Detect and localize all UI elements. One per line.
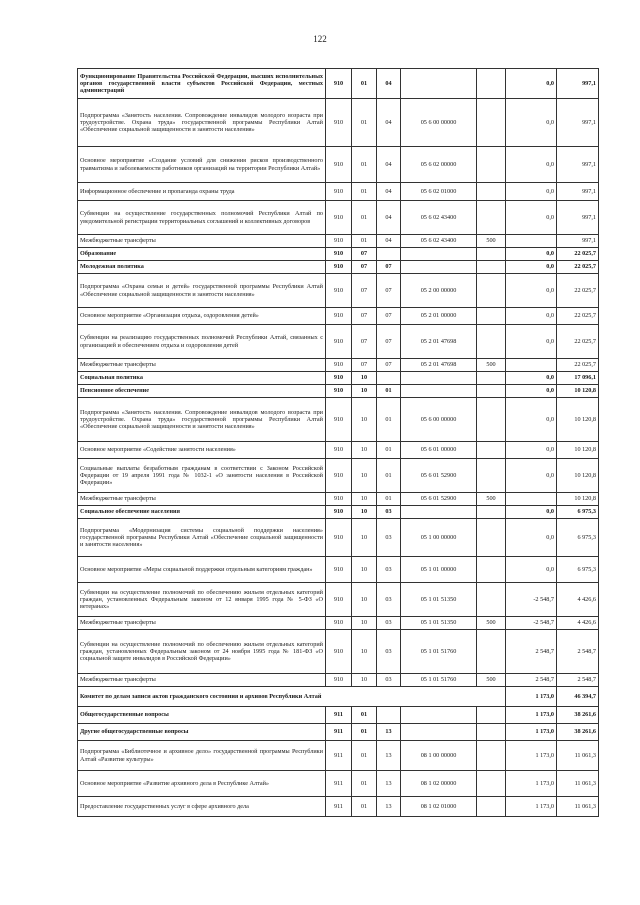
cell-grbs: 911 xyxy=(326,771,352,797)
table-row xyxy=(78,261,599,274)
cell-amount-change: 0,0 xyxy=(506,557,557,583)
cell-expense-type xyxy=(477,308,506,325)
table-row xyxy=(78,459,599,493)
cell-subsection: 13 xyxy=(377,724,401,741)
table-row xyxy=(78,519,599,557)
cell-grbs: 910 xyxy=(326,372,352,385)
cell-target-article xyxy=(401,707,477,724)
cell-section: 10 xyxy=(352,372,377,385)
cell-amount-change: 0,0 xyxy=(506,201,557,235)
cell-amount-change: 2 548,7 xyxy=(506,630,557,674)
table-row xyxy=(78,557,599,583)
cell-amount-change: 0,0 xyxy=(506,147,557,183)
cell-subsection: 03 xyxy=(377,557,401,583)
cell-grbs: 910 xyxy=(326,459,352,493)
cell-expense-type xyxy=(477,325,506,359)
cell-subsection xyxy=(377,372,401,385)
cell-expense-type xyxy=(477,248,506,261)
cell-grbs: 910 xyxy=(326,442,352,459)
cell-expense-type: 500 xyxy=(477,235,506,248)
cell-grbs: 910 xyxy=(326,69,352,99)
cell-grbs: 911 xyxy=(326,797,352,817)
cell-section: 10 xyxy=(352,506,377,519)
cell-target-article: 05 2 01 47698 xyxy=(401,325,477,359)
cell-subsection: 13 xyxy=(377,797,401,817)
cell-section: 10 xyxy=(352,493,377,506)
cell-name: Основное мероприятие «Развитие архивного дела в Республике Алтай» xyxy=(78,771,326,797)
cell-name: Субвенции на осуществление полномочий по обеспечению жильем отдельных категорий граждан, установленных Федеральным законом от 12 января 1995 года № 5-ФЗ «О ветеранах» xyxy=(78,583,326,617)
cell-expense-type xyxy=(477,274,506,308)
cell-expense-type xyxy=(477,99,506,147)
budget-table-body xyxy=(78,69,599,817)
cell-grbs: 910 xyxy=(326,274,352,308)
cell-section: 07 xyxy=(352,248,377,261)
cell-expense-type xyxy=(477,201,506,235)
cell-amount-total: 2 548,7 xyxy=(557,674,599,687)
cell-target-article xyxy=(401,69,477,99)
cell-name: Межбюджетные трансферты xyxy=(78,493,326,506)
cell-subsection: 03 xyxy=(377,506,401,519)
table-row xyxy=(78,707,599,724)
cell-amount-total: 997,1 xyxy=(557,235,599,248)
cell-amount-change: 0,0 xyxy=(506,99,557,147)
cell-name: Образование xyxy=(78,248,326,261)
table-row xyxy=(78,359,599,372)
table-row xyxy=(78,583,599,617)
cell-amount-change: 0,0 xyxy=(506,442,557,459)
cell-amount-change: 0,0 xyxy=(506,274,557,308)
cell-amount-change: 1 173,0 xyxy=(506,724,557,741)
cell-name: Пенсионное обеспечение xyxy=(78,385,326,398)
cell-expense-type xyxy=(477,147,506,183)
cell-grbs: 910 xyxy=(326,261,352,274)
cell-name: Основное мероприятие «Содействие занятости населения» xyxy=(78,442,326,459)
table-row xyxy=(78,201,599,235)
cell-expense-type: 500 xyxy=(477,617,506,630)
cell-subsection: 03 xyxy=(377,519,401,557)
cell-target-article xyxy=(401,724,477,741)
cell-amount-change: 0,0 xyxy=(506,69,557,99)
cell-amount-change: 0,0 xyxy=(506,398,557,442)
cell-expense-type xyxy=(477,771,506,797)
cell-amount-change xyxy=(506,235,557,248)
cell-subsection: 07 xyxy=(377,308,401,325)
table-row xyxy=(78,147,599,183)
cell-amount-change: 0,0 xyxy=(506,308,557,325)
cell-target-article xyxy=(401,506,477,519)
cell-name: Межбюджетные трансферты xyxy=(78,617,326,630)
table-row xyxy=(78,248,599,261)
cell-section: 10 xyxy=(352,385,377,398)
cell-amount-total: 6 975,3 xyxy=(557,557,599,583)
cell-section: 10 xyxy=(352,674,377,687)
cell-amount-total: 10 120,8 xyxy=(557,442,599,459)
cell-subsection: 01 xyxy=(377,459,401,493)
cell-grbs: 910 xyxy=(326,557,352,583)
cell-subsection xyxy=(377,248,401,261)
cell-amount-total: 11 061,3 xyxy=(557,741,599,771)
cell-grbs: 910 xyxy=(326,674,352,687)
table-row xyxy=(78,385,599,398)
cell-amount-change: 1 173,0 xyxy=(506,687,557,707)
cell-name: Подпрограмма «Занятость населения. Сопровождение инвалидов молодого возраста при трудоустройстве. Охрана труда» государственной программы Республики Алтай «Обеспечение социальной защищенности и занятости населения» xyxy=(78,99,326,147)
cell-section: 01 xyxy=(352,724,377,741)
table-row xyxy=(78,724,599,741)
cell-expense-type xyxy=(477,519,506,557)
cell-expense-type xyxy=(477,261,506,274)
cell-target-article: 05 2 00 00000 xyxy=(401,274,477,308)
cell-grbs: 910 xyxy=(326,99,352,147)
cell-expense-type xyxy=(477,442,506,459)
table-row xyxy=(78,674,599,687)
cell-name: Межбюджетные трансферты xyxy=(78,235,326,248)
cell-grbs: 910 xyxy=(326,617,352,630)
cell-name: Социальное обеспечение населения xyxy=(78,506,326,519)
cell-target-article: 08 1 00 00000 xyxy=(401,741,477,771)
cell-expense-type xyxy=(477,385,506,398)
cell-subsection: 03 xyxy=(377,583,401,617)
cell-target-article: 05 1 01 51760 xyxy=(401,630,477,674)
cell-grbs: 911 xyxy=(326,724,352,741)
budget-table xyxy=(77,68,599,817)
cell-grbs: 910 xyxy=(326,398,352,442)
cell-amount-total: 22 025,7 xyxy=(557,274,599,308)
table-row xyxy=(78,99,599,147)
cell-amount-total: 22 025,7 xyxy=(557,325,599,359)
cell-name: Молодежная политика xyxy=(78,261,326,274)
cell-section: 10 xyxy=(352,617,377,630)
cell-amount-total: 11 061,3 xyxy=(557,771,599,797)
cell-subsection: 04 xyxy=(377,69,401,99)
cell-expense-type: 500 xyxy=(477,493,506,506)
cell-amount-change xyxy=(506,359,557,372)
cell-section: 01 xyxy=(352,147,377,183)
cell-subsection: 07 xyxy=(377,261,401,274)
cell-amount-total: 38 261,6 xyxy=(557,724,599,741)
cell-amount-total: 10 120,8 xyxy=(557,459,599,493)
table-row xyxy=(78,630,599,674)
cell-section: 10 xyxy=(352,557,377,583)
table-row xyxy=(78,398,599,442)
cell-amount-total: 11 061,3 xyxy=(557,797,599,817)
table-row xyxy=(78,69,599,99)
cell-section: 01 xyxy=(352,201,377,235)
cell-amount-total: 997,1 xyxy=(557,69,599,99)
cell-target-article: 05 6 02 00000 xyxy=(401,147,477,183)
table-row xyxy=(78,687,599,707)
cell-section: 07 xyxy=(352,325,377,359)
cell-amount-change: 1 173,0 xyxy=(506,707,557,724)
cell-amount-total: 10 120,8 xyxy=(557,493,599,506)
cell-subsection: 04 xyxy=(377,99,401,147)
cell-grbs: 910 xyxy=(326,147,352,183)
table-row xyxy=(78,506,599,519)
cell-target-article xyxy=(401,372,477,385)
cell-subsection: 01 xyxy=(377,493,401,506)
cell-amount-total: 22 025,7 xyxy=(557,261,599,274)
cell-amount-change: -2 548,7 xyxy=(506,583,557,617)
cell-name: Основное мероприятие «Меры социальной поддержки отдельным категориям граждан» xyxy=(78,557,326,583)
cell-expense-type xyxy=(477,69,506,99)
cell-name: Комитет по делам записи актов гражданского состояния и архивов Республики Алтай xyxy=(78,687,506,707)
cell-section: 10 xyxy=(352,583,377,617)
cell-expense-type xyxy=(477,583,506,617)
cell-target-article xyxy=(401,261,477,274)
table-row xyxy=(78,741,599,771)
cell-name: Субвенции на осуществление полномочий по обеспечению жильем отдельных категорий граждан, установленных Федеральным законом от 24 ноября 1995 года № 181-ФЗ «О социальной защите инвалидов в Российской Федерации» xyxy=(78,630,326,674)
cell-expense-type xyxy=(477,372,506,385)
cell-grbs: 910 xyxy=(326,385,352,398)
cell-expense-type xyxy=(477,707,506,724)
cell-grbs: 910 xyxy=(326,583,352,617)
cell-amount-total: 997,1 xyxy=(557,99,599,147)
cell-subsection: 04 xyxy=(377,183,401,201)
cell-target-article: 05 6 01 00000 xyxy=(401,442,477,459)
cell-section: 01 xyxy=(352,99,377,147)
cell-target-article: 05 2 01 00000 xyxy=(401,308,477,325)
cell-name: Основное мероприятие «Создание условий для снижения рисков производственного травматизма и заболеваемости работников организаций на территории Республики Алтай» xyxy=(78,147,326,183)
cell-subsection: 03 xyxy=(377,630,401,674)
cell-grbs: 910 xyxy=(326,235,352,248)
cell-name: Подпрограмма «Занятость населения. Сопровождение инвалидов молодого возраста при трудоустройстве. Охрана труда» государственной программы Республики Алтай «Обеспечение социальной защищенности и занятости населения» xyxy=(78,398,326,442)
cell-name: Информационное обеспечение и пропаганда охраны труда xyxy=(78,183,326,201)
cell-name: Межбюджетные трансферты xyxy=(78,674,326,687)
cell-subsection: 04 xyxy=(377,147,401,183)
cell-expense-type xyxy=(477,797,506,817)
cell-section: 01 xyxy=(352,69,377,99)
cell-amount-change: 0,0 xyxy=(506,183,557,201)
cell-subsection: 03 xyxy=(377,617,401,630)
cell-amount-total: 10 120,8 xyxy=(557,398,599,442)
cell-amount-change: 0,0 xyxy=(506,261,557,274)
cell-name: Общегосударственные вопросы xyxy=(78,707,326,724)
cell-expense-type xyxy=(477,506,506,519)
cell-section: 07 xyxy=(352,359,377,372)
cell-amount-total: 997,1 xyxy=(557,147,599,183)
cell-amount-total: 6 975,3 xyxy=(557,519,599,557)
cell-name: Предоставление государственных услуг в сфере архивного дела xyxy=(78,797,326,817)
cell-section: 01 xyxy=(352,183,377,201)
cell-section: 01 xyxy=(352,741,377,771)
cell-amount-total: 22 025,7 xyxy=(557,248,599,261)
cell-subsection: 01 xyxy=(377,385,401,398)
cell-amount-total: 38 261,6 xyxy=(557,707,599,724)
table-row xyxy=(78,617,599,630)
cell-section: 10 xyxy=(352,442,377,459)
cell-amount-total: 997,1 xyxy=(557,183,599,201)
cell-amount-change: 0,0 xyxy=(506,459,557,493)
cell-amount-change: 2 548,7 xyxy=(506,674,557,687)
cell-name: Другие общегосударственные вопросы xyxy=(78,724,326,741)
cell-grbs: 910 xyxy=(326,519,352,557)
table-row xyxy=(78,442,599,459)
cell-amount-change: 0,0 xyxy=(506,385,557,398)
cell-expense-type xyxy=(477,724,506,741)
cell-target-article: 05 6 02 43400 xyxy=(401,201,477,235)
cell-target-article: 05 6 00 00000 xyxy=(401,99,477,147)
table-row xyxy=(78,372,599,385)
cell-expense-type: 500 xyxy=(477,359,506,372)
cell-amount-change xyxy=(506,493,557,506)
page-number: 122 xyxy=(313,34,327,44)
cell-grbs: 910 xyxy=(326,248,352,261)
cell-expense-type xyxy=(477,630,506,674)
cell-section: 10 xyxy=(352,398,377,442)
cell-section: 01 xyxy=(352,771,377,797)
cell-target-article: 08 1 02 01000 xyxy=(401,797,477,817)
cell-target-article: 05 6 02 01000 xyxy=(401,183,477,201)
cell-name: Социальные выплаты безработным гражданам в соответствии с Законом Российской Федерации от 19 апреля 1991 года № 1032-1 «О занятости населения в Российской Федерации» xyxy=(78,459,326,493)
cell-name: Основное мероприятие «Организация отдыха, оздоровления детей» xyxy=(78,308,326,325)
cell-section: 01 xyxy=(352,707,377,724)
cell-subsection: 13 xyxy=(377,771,401,797)
table-row xyxy=(78,493,599,506)
cell-grbs: 910 xyxy=(326,325,352,359)
cell-target-article xyxy=(401,385,477,398)
cell-amount-total: 997,1 xyxy=(557,201,599,235)
cell-name: Подпрограмма «Охрана семьи и детей» государственной программы Республики Алтай «Обеспечение социальной защищенности и занятости населения» xyxy=(78,274,326,308)
cell-amount-total: 17 096,1 xyxy=(557,372,599,385)
cell-name: Социальная политика xyxy=(78,372,326,385)
cell-expense-type xyxy=(477,183,506,201)
table-row xyxy=(78,308,599,325)
cell-target-article: 05 1 01 00000 xyxy=(401,557,477,583)
cell-section: 07 xyxy=(352,274,377,308)
cell-target-article xyxy=(401,248,477,261)
table-row xyxy=(78,235,599,248)
cell-expense-type xyxy=(477,398,506,442)
cell-amount-total: 22 025,7 xyxy=(557,359,599,372)
cell-subsection: 13 xyxy=(377,741,401,771)
cell-name: Подпрограмма «Модернизация системы социальной поддержки населения» государственной программы Республики Алтай «Обеспечение социальной защищенности и занятости населения» xyxy=(78,519,326,557)
cell-target-article: 05 1 01 51760 xyxy=(401,674,477,687)
cell-amount-change: 1 173,0 xyxy=(506,741,557,771)
cell-target-article: 05 6 00 00000 xyxy=(401,398,477,442)
cell-expense-type xyxy=(477,741,506,771)
cell-amount-change: 0,0 xyxy=(506,519,557,557)
cell-target-article: 05 6 02 43400 xyxy=(401,235,477,248)
cell-grbs: 910 xyxy=(326,359,352,372)
table-row xyxy=(78,325,599,359)
cell-name: Субвенции на реализацию государственных полномочий Республики Алтай, связанных с организацией и обеспечением отдыха и оздоровления детей xyxy=(78,325,326,359)
cell-section: 01 xyxy=(352,797,377,817)
cell-name: Межбюджетные трансферты xyxy=(78,359,326,372)
cell-section: 01 xyxy=(352,235,377,248)
cell-grbs: 910 xyxy=(326,630,352,674)
cell-section: 07 xyxy=(352,261,377,274)
cell-target-article: 05 1 01 51350 xyxy=(401,583,477,617)
cell-subsection: 04 xyxy=(377,201,401,235)
cell-grbs: 910 xyxy=(326,493,352,506)
cell-amount-change: 1 173,0 xyxy=(506,797,557,817)
cell-grbs: 910 xyxy=(326,183,352,201)
cell-grbs: 910 xyxy=(326,308,352,325)
cell-subsection: 01 xyxy=(377,398,401,442)
cell-subsection: 07 xyxy=(377,359,401,372)
table-row xyxy=(78,797,599,817)
cell-grbs: 910 xyxy=(326,506,352,519)
cell-amount-total: 10 120,8 xyxy=(557,385,599,398)
cell-section: 07 xyxy=(352,308,377,325)
cell-target-article: 05 6 01 52900 xyxy=(401,459,477,493)
cell-expense-type: 500 xyxy=(477,674,506,687)
cell-amount-total: 4 426,6 xyxy=(557,617,599,630)
cell-grbs: 910 xyxy=(326,201,352,235)
cell-target-article: 08 1 02 00000 xyxy=(401,771,477,797)
cell-amount-total: 4 426,6 xyxy=(557,583,599,617)
cell-section: 10 xyxy=(352,630,377,674)
cell-subsection: 04 xyxy=(377,235,401,248)
cell-subsection: 01 xyxy=(377,442,401,459)
cell-subsection: 07 xyxy=(377,325,401,359)
cell-expense-type xyxy=(477,557,506,583)
table-row xyxy=(78,183,599,201)
cell-subsection: 03 xyxy=(377,674,401,687)
cell-amount-change: 0,0 xyxy=(506,325,557,359)
cell-amount-total: 6 975,3 xyxy=(557,506,599,519)
cell-grbs: 911 xyxy=(326,707,352,724)
cell-grbs: 911 xyxy=(326,741,352,771)
cell-amount-change: 0,0 xyxy=(506,372,557,385)
cell-amount-change: 0,0 xyxy=(506,506,557,519)
cell-expense-type xyxy=(477,459,506,493)
cell-subsection xyxy=(377,707,401,724)
cell-section: 10 xyxy=(352,519,377,557)
cell-section: 10 xyxy=(352,459,377,493)
cell-amount-change: 0,0 xyxy=(506,248,557,261)
cell-target-article: 05 1 00 00000 xyxy=(401,519,477,557)
cell-target-article: 05 6 01 52900 xyxy=(401,493,477,506)
cell-amount-total: 2 548,7 xyxy=(557,630,599,674)
table-row xyxy=(78,274,599,308)
cell-name: Функционирование Правительства Российской Федерации, высших исполнительных органов государственной власти субъектов Российской Федерации, местных администраций xyxy=(78,69,326,99)
cell-amount-total: 46 394,7 xyxy=(557,687,599,707)
cell-amount-total: 22 025,7 xyxy=(557,308,599,325)
table-row xyxy=(78,771,599,797)
cell-subsection: 07 xyxy=(377,274,401,308)
cell-target-article: 05 2 01 47698 xyxy=(401,359,477,372)
cell-target-article: 05 1 01 51350 xyxy=(401,617,477,630)
cell-amount-change: -2 548,7 xyxy=(506,617,557,630)
cell-amount-change: 1 173,0 xyxy=(506,771,557,797)
cell-name: Субвенции на осуществление государственных полномочий Республики Алтай по уведомительной регистрации территориальных соглашений и коллективных договоров xyxy=(78,201,326,235)
cell-name: Подпрограмма «Библиотечное и архивное дело» государственной программы Республики Алтай «Развитие культуры» xyxy=(78,741,326,771)
